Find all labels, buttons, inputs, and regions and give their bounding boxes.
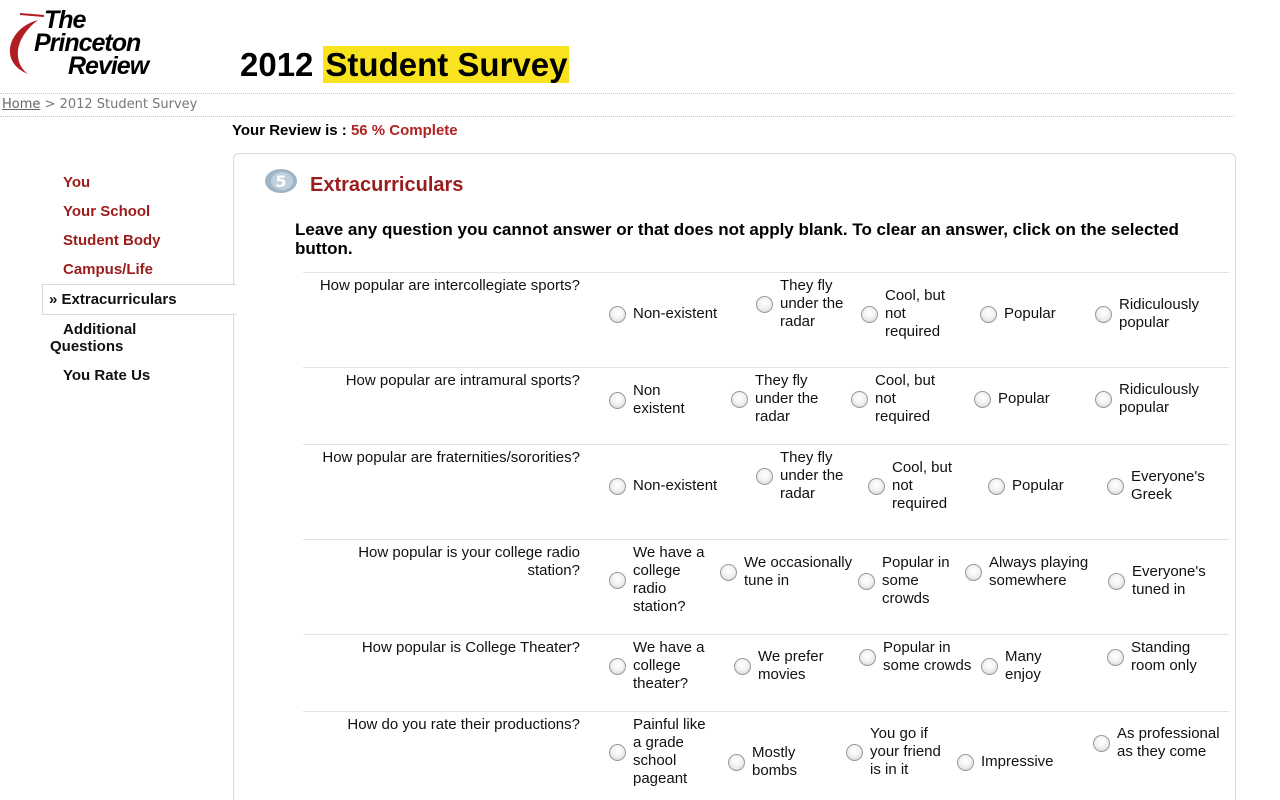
answer-option[interactable]: [609, 382, 705, 418]
answer-label: Cool, but not required: [875, 372, 936, 425]
answer-option[interactable]: [868, 459, 972, 513]
answer-option[interactable]: [720, 554, 854, 590]
answer-label: They fly under the radar: [780, 449, 844, 502]
answer-option[interactable]: [731, 372, 843, 426]
radio-button[interactable]: [609, 658, 626, 675]
answer-option[interactable]: [609, 639, 733, 693]
radio-button[interactable]: [728, 754, 745, 771]
answer-label: We occasionally tune in: [744, 554, 853, 589]
answer-option[interactable]: [609, 544, 715, 616]
answer-label: Non-existent: [633, 477, 718, 494]
answer-option[interactable]: [980, 305, 1056, 323]
answer-label: Cool, but not required: [892, 459, 953, 512]
radio-button[interactable]: [981, 658, 998, 675]
sidebar-item-student-body[interactable]: Student Body: [63, 232, 161, 249]
radio-button[interactable]: [980, 306, 997, 323]
answer-label: They fly under the radar: [755, 372, 819, 425]
answer-option[interactable]: [974, 390, 1050, 408]
question-text: How popular are intramural sports?: [345, 372, 580, 389]
breadcrumb-current: 2012 Student Survey: [59, 97, 198, 112]
answer-label: Non existent: [633, 382, 685, 417]
answer-option[interactable]: [859, 639, 978, 675]
answer-label: Impressive: [981, 753, 1054, 770]
radio-button[interactable]: [988, 478, 1005, 495]
question-row: [303, 540, 1229, 635]
radio-button[interactable]: [974, 391, 991, 408]
step-number-icon: [264, 168, 298, 194]
radio-button[interactable]: [957, 754, 974, 771]
answer-label: Popular in some crowds: [882, 554, 950, 607]
radio-button[interactable]: [846, 744, 863, 761]
answer-option[interactable]: [609, 305, 717, 323]
answer-option[interactable]: [756, 277, 852, 331]
answer-label: Ridiculously popular: [1119, 381, 1200, 416]
progress-label: Your Review is :: [232, 122, 347, 139]
question-row: [303, 273, 1229, 368]
answer-label: Popular in some crowds: [883, 639, 972, 674]
answer-option[interactable]: [846, 725, 950, 779]
page-title-year: 2012: [240, 46, 314, 83]
answer-label: Always playing somewhere: [989, 554, 1089, 589]
sidebar-item-your-school[interactable]: Your School: [63, 203, 151, 220]
answer-option[interactable]: [1107, 639, 1216, 675]
answer-option[interactable]: [981, 648, 1060, 684]
section-title: Extracurriculars: [310, 174, 464, 196]
answer-option[interactable]: [851, 372, 955, 426]
page-title-highlight: Student Survey: [325, 46, 568, 83]
answer-label: Mostly bombs: [752, 744, 798, 779]
breadcrumb: [2, 97, 197, 112]
radio-button[interactable]: [861, 306, 878, 323]
radio-button[interactable]: [1107, 649, 1124, 666]
answer-option[interactable]: [965, 554, 1099, 590]
answer-option[interactable]: [1093, 725, 1232, 761]
answer-option[interactable]: [861, 287, 965, 341]
answer-label: We have a college radio station?: [633, 544, 705, 615]
logo-word-the: The: [44, 6, 86, 34]
radio-button[interactable]: [1095, 391, 1112, 408]
answer-option[interactable]: [756, 449, 852, 503]
answer-option[interactable]: [1095, 381, 1229, 417]
radio-button[interactable]: [720, 564, 737, 581]
breadcrumb-separator: >: [44, 97, 56, 112]
answer-label: Everyone's Greek: [1131, 468, 1205, 503]
answer-label: Everyone's tuned in: [1132, 563, 1206, 598]
answer-option[interactable]: [858, 554, 962, 608]
answer-option[interactable]: [728, 744, 824, 780]
answer-option[interactable]: [988, 477, 1064, 495]
question-text: How popular are fraternities/sororities?: [322, 449, 580, 466]
logo-word-princeton: Princeton: [34, 29, 141, 57]
radio-button[interactable]: [859, 649, 876, 666]
answer-label: Popular: [998, 390, 1050, 407]
answer-label: Ridiculously popular: [1119, 296, 1200, 331]
sidebar-item-extracurriculars[interactable]: » Extracurriculars: [42, 284, 236, 315]
radio-button[interactable]: [1108, 573, 1125, 590]
answer-label: Painful like a grade school pageant: [633, 716, 706, 787]
question-row: [303, 712, 1229, 800]
radio-button[interactable]: [965, 564, 982, 581]
question-text: How popular are intercollegiate sports?: [319, 277, 580, 294]
answer-option[interactable]: [1108, 563, 1232, 599]
answer-label: Cool, but not required: [885, 287, 946, 340]
answer-option[interactable]: [734, 648, 848, 684]
question-list: [303, 272, 1229, 800]
radio-button[interactable]: [858, 573, 875, 590]
breadcrumb-divider: [0, 116, 1234, 117]
radio-button[interactable]: [868, 478, 885, 495]
answer-label: Standing room only: [1131, 639, 1197, 674]
answer-option[interactable]: [1095, 296, 1229, 332]
answer-label: Popular: [1012, 477, 1064, 494]
radio-button[interactable]: [609, 478, 626, 495]
answer-option[interactable]: [957, 753, 1054, 771]
radio-button[interactable]: [731, 391, 748, 408]
sidebar-item-you-rate-us[interactable]: You Rate Us: [63, 367, 151, 384]
progress-status: [232, 122, 458, 139]
breadcrumb-home-link[interactable]: Home: [2, 97, 41, 112]
answer-label: We prefer movies: [758, 648, 824, 683]
radio-button[interactable]: [609, 392, 626, 409]
answer-label: They fly under the radar: [780, 277, 844, 330]
radio-button[interactable]: [609, 744, 626, 761]
answer-label: Popular: [1004, 305, 1056, 322]
survey-sidebar-nav: [42, 168, 234, 390]
section-instructions: Leave any question you cannot answer or that does not apply blank. To clear an answer, click on the selected button.: [295, 220, 1179, 258]
progress-value: 56 % Complete: [350, 122, 458, 139]
page-title: [240, 48, 569, 81]
step-number: 5: [275, 172, 287, 191]
answer-option[interactable]: [609, 716, 708, 788]
sidebar-item-additional-questions[interactable]: Additional Questions: [50, 321, 137, 355]
question-text: How popular is College Theater?: [361, 639, 580, 656]
answer-label: As professional as they come: [1117, 725, 1220, 760]
radio-button[interactable]: [851, 391, 868, 408]
question-text: How popular is your college radio station?: [358, 544, 580, 579]
logo-word-review: Review: [68, 52, 149, 80]
question-row: [303, 445, 1229, 540]
answer-label: Non-existent: [633, 305, 718, 322]
answer-label: We have a college theater?: [633, 639, 705, 692]
radio-button[interactable]: [1093, 735, 1110, 752]
answer-option[interactable]: [609, 477, 717, 495]
sidebar-item-you[interactable]: You: [63, 174, 91, 191]
question-row: [303, 635, 1229, 712]
header-divider: [0, 93, 1234, 94]
answer-label: You go if your friend is in it: [870, 725, 941, 778]
survey-section-panel: [233, 153, 1236, 800]
answer-label: Many enjoy: [1005, 648, 1042, 683]
question-text: How do you rate their productions?: [347, 716, 580, 733]
radio-button[interactable]: [609, 572, 626, 589]
radio-button[interactable]: [609, 306, 626, 323]
radio-button[interactable]: [734, 658, 751, 675]
radio-button[interactable]: [1095, 306, 1112, 323]
radio-button[interactable]: [756, 296, 773, 313]
sidebar-item-campus-life[interactable]: Campus/Life: [63, 261, 154, 278]
radio-button[interactable]: [756, 468, 773, 485]
princeton-review-logo[interactable]: [0, 4, 200, 90]
radio-button[interactable]: [1107, 478, 1124, 495]
answer-option[interactable]: [1107, 468, 1231, 504]
question-row: [303, 368, 1229, 445]
